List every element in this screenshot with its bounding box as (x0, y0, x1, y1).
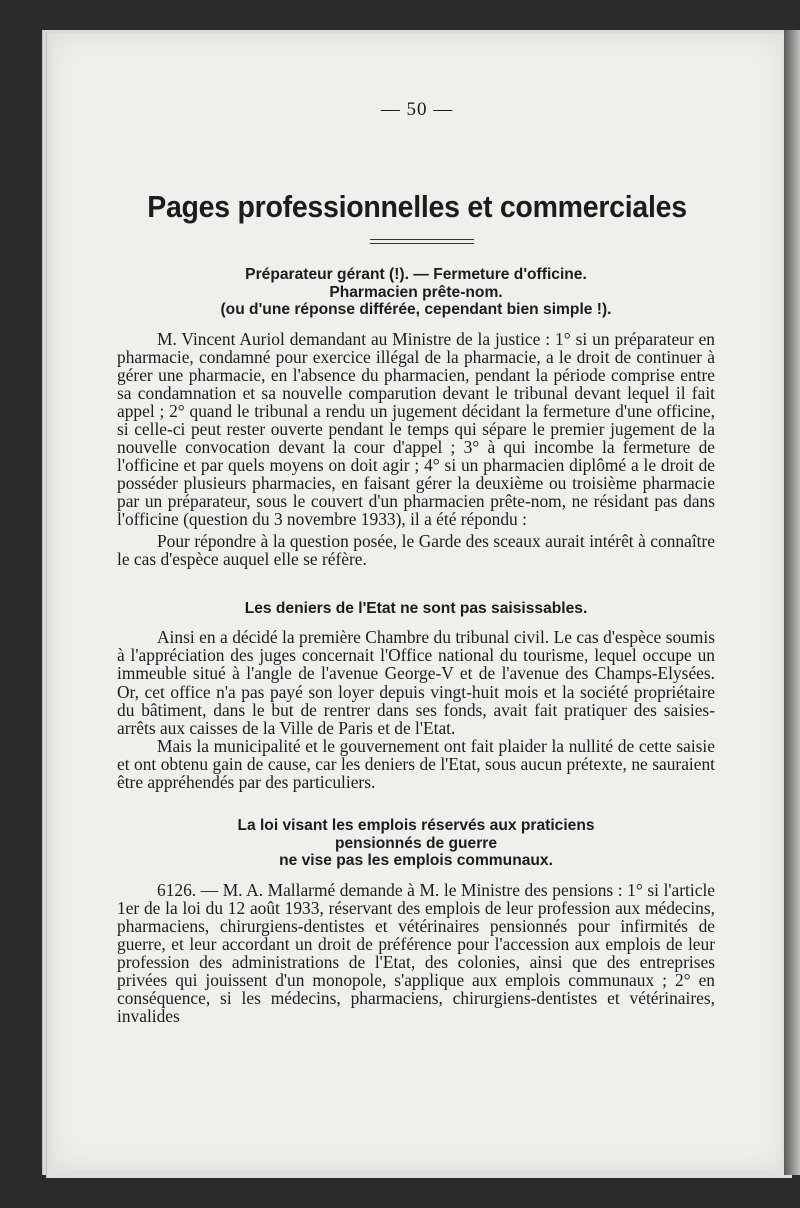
section-heading-line: La loi visant les emplois réservés aux praticiens (237, 817, 595, 835)
section-2 (117, 600, 715, 791)
article-content (117, 266, 715, 1025)
section-heading-line: ne vise pas les emplois communaux. (279, 852, 553, 870)
document-page (52, 34, 782, 1170)
section-heading (117, 600, 715, 618)
page-title: Pages professionnelles et commerciales (147, 189, 687, 224)
section-heading-line: Préparateur gérant (!). — Fermeture d'officine. (245, 266, 587, 283)
binding-edge (784, 30, 800, 1175)
section-heading-line: pensionnés de guerre (334, 834, 498, 852)
section-1 (117, 266, 715, 568)
section-3 (117, 817, 715, 1025)
section-heading (117, 266, 715, 319)
paragraph: 6126. — M. A. Mallarmé demande à M. le Ministre des pensions : 1° si l'article 1er de la loi du 12 août 1933, réservant des emplois de leur profession aux médecins, pharmaciens, chirurgiens-dentistes et vétérinaires pensionnés pour infirmités de guerre, et leur accordant un droit de préférence pour l'accession aux emplois de leur profession des administrations de l'Etat, des colonies, ainsi que des entreprises privées qui jouissent d'un monopole, s'applique aux emplois communaux ; 2° en conséquence, si les médecins, pharmaciens, chirurgiens-dentistes et vétérinaires, invalides (117, 879, 715, 1027)
paragraph: Mais la municipalité et le gouvernement ont fait plaider la nullité de cette saisie et ont obtenu gain de cause, car les deniers de l'Etat, sous aucun prétexte, ne sauraient être appréhendés par des particuliers. (117, 735, 715, 792)
paragraph: Pour répondre à la question posée, le Garde des sceaux aurait intérêt à connaître le cas d'espèce auquel elle se réfère. (117, 530, 715, 569)
paragraph: M. Vincent Auriol demandant au Ministre de la justice : 1° si un préparateur en pharmacie, condamné pour exercice illégal de la pharmacie, a le droit de continuer à gérer une pharmacie, en l'absence du pharmacien, pendant la période comprise entre sa condamnation et sa nouvelle comparution devant le tribunal devant lequel il fait appel ; 2° quand le tribunal a rendu un jugement décidant la fermeture d'une officine, si celle-ci peut rester ouverte pendant le temps qui sépare le premier jugement de la nouvelle convocation devant la cour d'appel ; 3° à qui incombe la fermeture de l'officine et par quels moyens on doit agir ; 4° si un pharmacien diplômé a le droit de posséder plusieurs pharmacies, en faisant gérer la deuxième ou troisième pharmacie par un préparateur, sous le couvert d'un pharmacien prête-nom, ne résidant pas dans l'officine (question du 3 novembre 1933), il a été répondu : (117, 328, 715, 530)
section-heading-line: Les deniers de l'Etat ne sont pas saisissables. (244, 599, 588, 617)
section-heading-line: Pharmacien prête-nom. (329, 283, 503, 301)
page-number: — 50 — (380, 99, 454, 120)
title-divider (370, 239, 474, 244)
section-heading (117, 817, 715, 870)
paragraph: Ainsi en a décidé la première Chambre du tribunal civil. Le cas d'espèce soumis à l'appréciation des juges concernait l'Office national du tourisme, lequel occupe un immeuble situé à l'angle de l'avenue George-V et de l'avenue des Champs-Elysées. Or, cet office n'a pas payé son loyer depuis vingt-huit mois et la société propriétaire du bâtiment, dans le but de rentrer dans ses fonds, avait fait pratiquer des saisies-arrêts aux caisses de la Ville de Paris et de l'Etat. (117, 627, 715, 738)
section-heading-line: (ou d'une réponse différée, cependant bien simple !). (220, 301, 612, 318)
